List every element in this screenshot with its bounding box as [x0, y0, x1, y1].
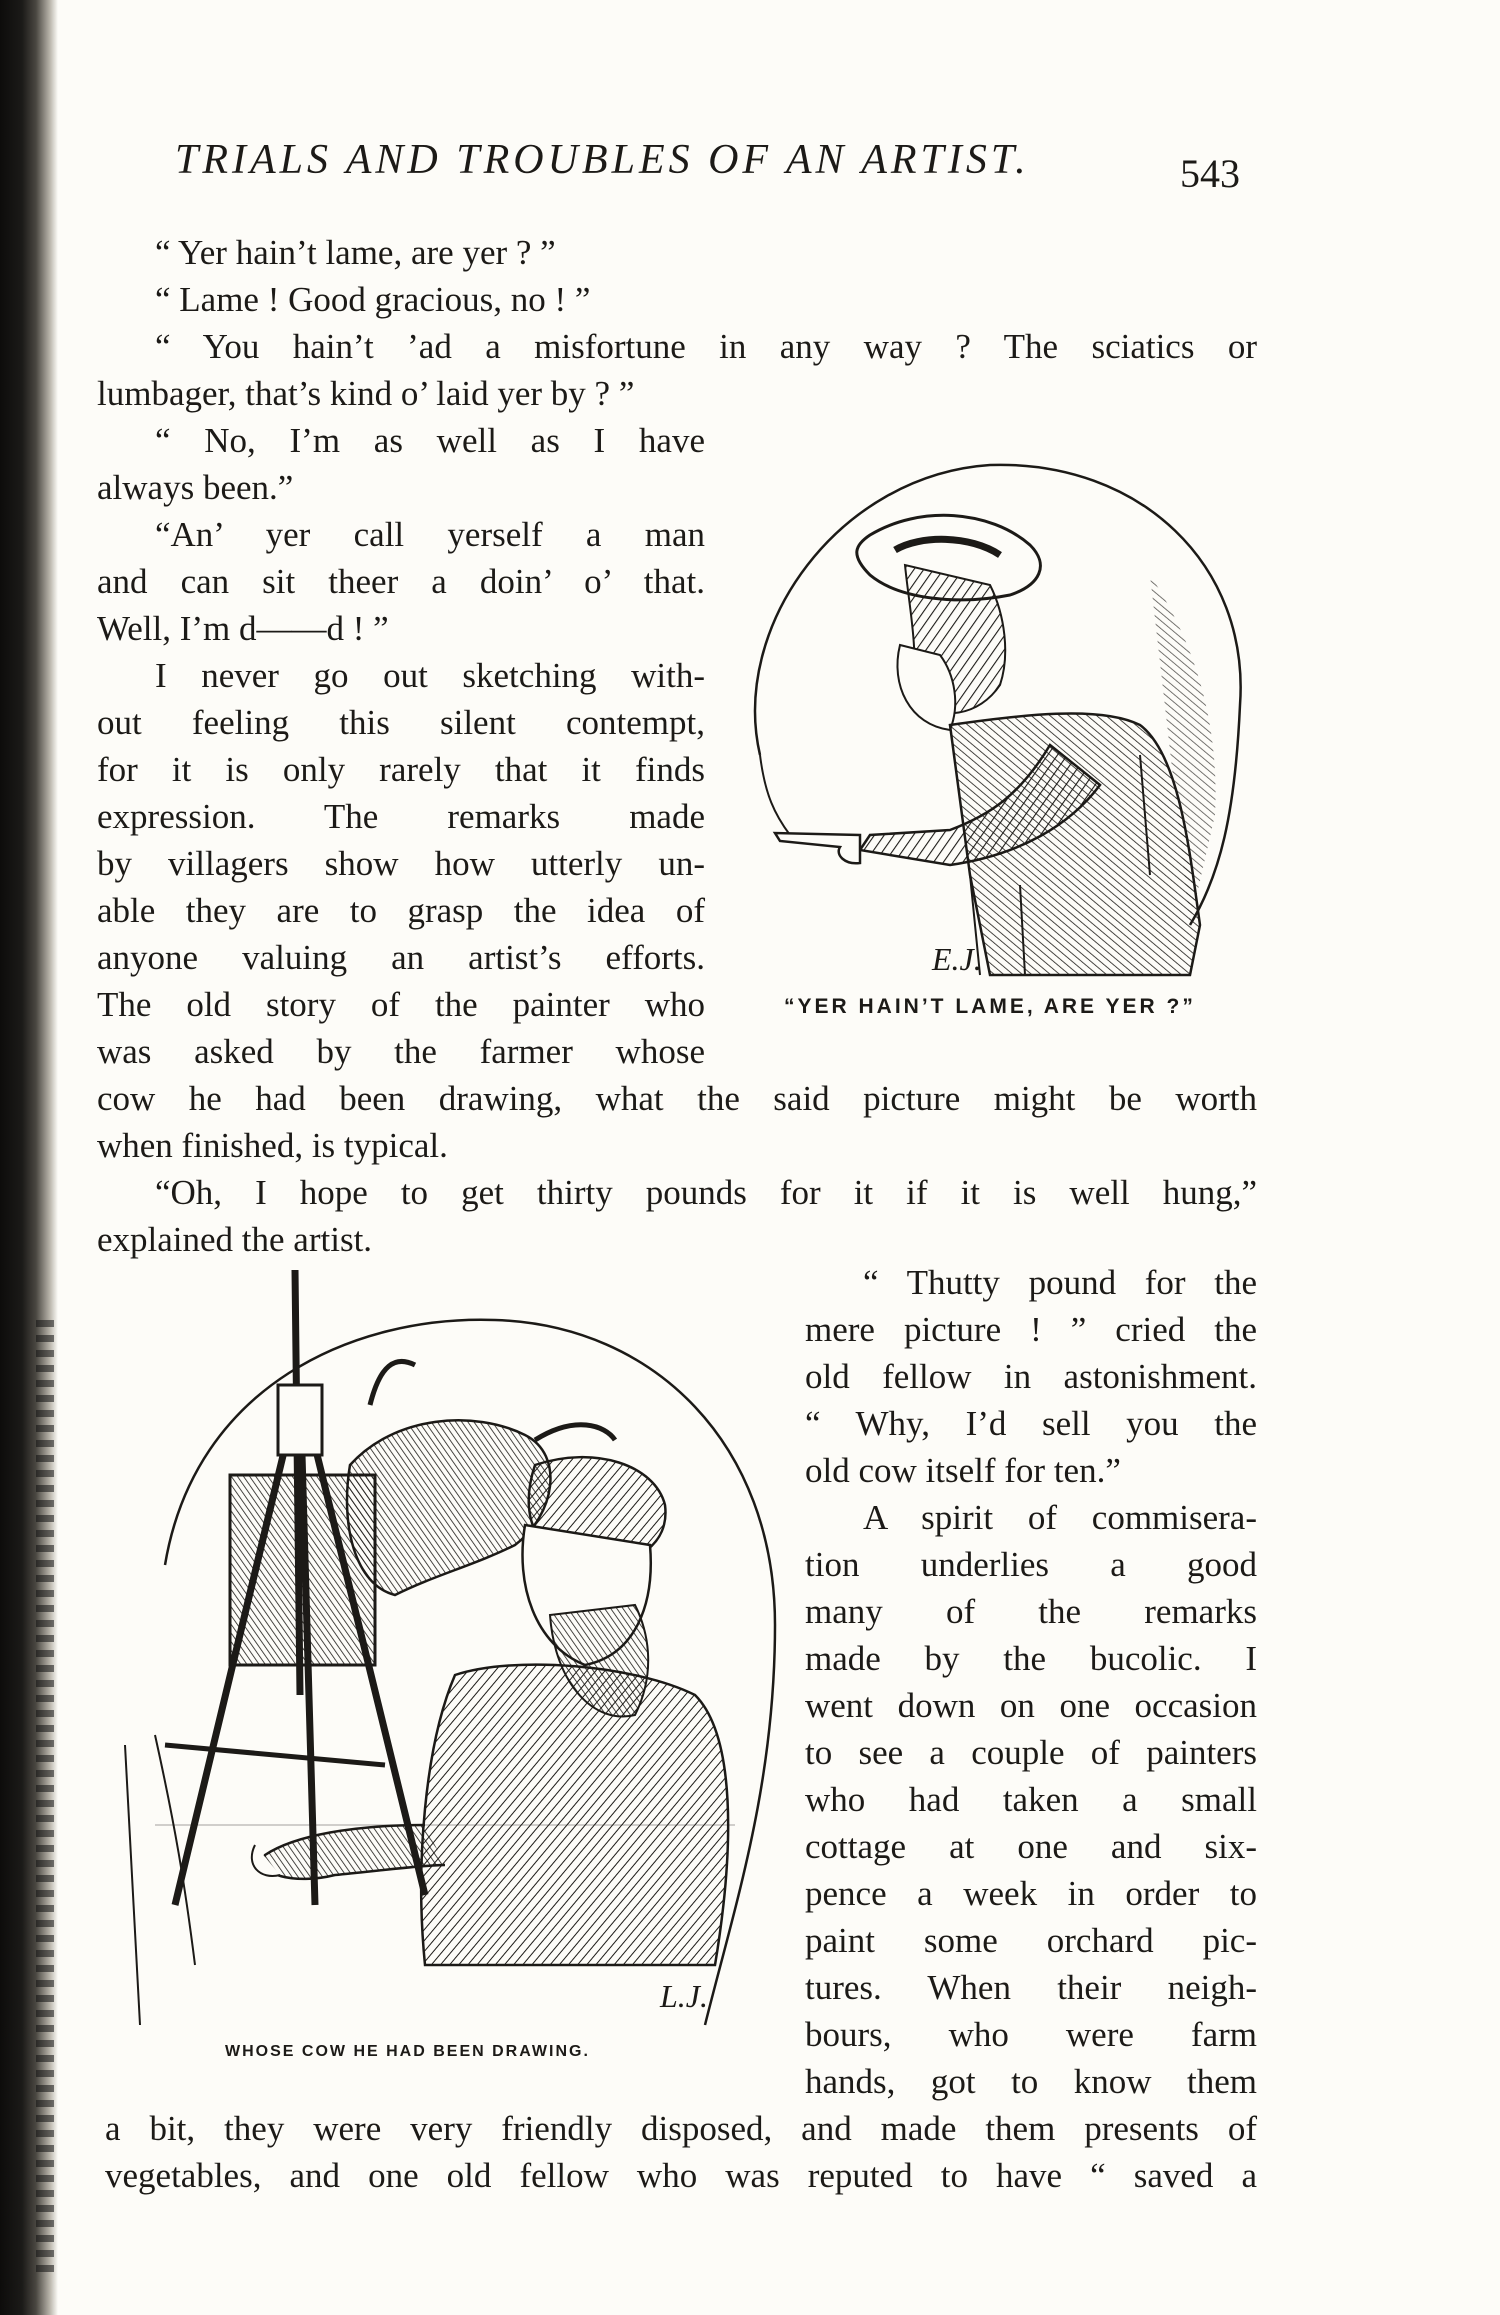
text-line: tion underlies a good [805, 1545, 1257, 1584]
text-line: by villagers show how utterly un- [97, 844, 705, 883]
text-line: was asked by the farmer whose [97, 1032, 705, 1071]
text-line: and can sit theer a doin’ o’ that. [97, 562, 705, 601]
text-line: “ No, I’m as well as I have [155, 421, 705, 460]
illustration-caption: “YER HAIN’T LAME, ARE YER ?” [784, 995, 1196, 1018]
text-line: expression. The remarks made [97, 797, 705, 836]
text-line: many of the remarks [805, 1592, 1257, 1631]
text-line: explained the artist. [97, 1220, 373, 1259]
text-line: “ You hain’t ’ad a misfortune in any way ? The sciatics or [155, 327, 1257, 366]
text-line: when finished, is typical. [97, 1126, 448, 1165]
page-binding-edge [0, 0, 58, 2315]
text-line: made by the bucolic. I [805, 1639, 1257, 1678]
text-line: to see a couple of painters [805, 1733, 1257, 1772]
text-line: old cow itself for ten.” [805, 1451, 1121, 1490]
text-line: old fellow in astonishment. [805, 1357, 1257, 1396]
text-line: “ Yer hain’t lame, are yer ? ” [155, 233, 556, 272]
text-line: able they are to grasp the idea of [97, 891, 705, 930]
text-line: cow he had been drawing, what the said picture might be worth [97, 1079, 1257, 1118]
text-line: vegetables, and one old fellow who was reputed to have “ saved a [105, 2156, 1257, 2195]
text-line: bours, who were farm [805, 2015, 1257, 2054]
text-line: out feeling this silent contempt, [97, 703, 705, 742]
text-line: Well, I’m d——d ! ” [97, 609, 389, 648]
illustration-pointing-villager [720, 455, 1260, 1025]
text-line: A spirit of commisera- [863, 1498, 1257, 1537]
text-line: “Oh, I hope to get thirty pounds for it if it is well hung,” [155, 1173, 1257, 1212]
text-line: lumbager, that’s kind o’ laid yer by ? ” [97, 374, 635, 413]
illustration-artist-with-cow [95, 1265, 785, 2085]
text-line: “ Lame ! Good gracious, no ! ” [155, 280, 591, 319]
illustration-caption: WHOSE COW HE HAD BEEN DRAWING. [225, 2043, 590, 2060]
engraving-artist-drawing [95, 1265, 785, 2085]
text-line: hands, got to know them [805, 2062, 1257, 2101]
text-line: for it is only rarely that it finds [97, 750, 705, 789]
running-header [175, 130, 1240, 196]
text-line: cottage at one and six- [805, 1827, 1257, 1866]
text-line: I never go out sketching with- [155, 656, 705, 695]
text-line: tures. When their neigh- [805, 1968, 1257, 2007]
text-line: The old story of the painter who [97, 985, 705, 1024]
running-title: TRIALS AND TROUBLES OF AN ARTIST. [175, 137, 1030, 183]
illustration-signature: L.J. [660, 1978, 708, 2014]
text-line: “ Why, I’d sell you the [805, 1404, 1257, 1443]
engraving-villager-drawing [720, 455, 1260, 1025]
text-line: paint some orchard pic- [805, 1921, 1257, 1960]
text-line: who had taken a small [805, 1780, 1257, 1819]
text-line: went down on one occasion [805, 1686, 1257, 1725]
text-line: pence a week in order to [805, 1874, 1257, 1913]
illustration-signature: E.J. [932, 941, 982, 977]
text-line: “An’ yer call yerself a man [155, 515, 705, 554]
text-line: mere picture ! ” cried the [805, 1310, 1257, 1349]
text-line: “ Thutty pound for the [863, 1263, 1257, 1302]
text-line: anyone valuing an artist’s efforts. [97, 938, 705, 977]
page-number: 543 [1180, 151, 1240, 196]
text-line: a bit, they were very friendly disposed, and made them presents of [105, 2109, 1257, 2148]
text-line: always been.” [97, 468, 294, 507]
